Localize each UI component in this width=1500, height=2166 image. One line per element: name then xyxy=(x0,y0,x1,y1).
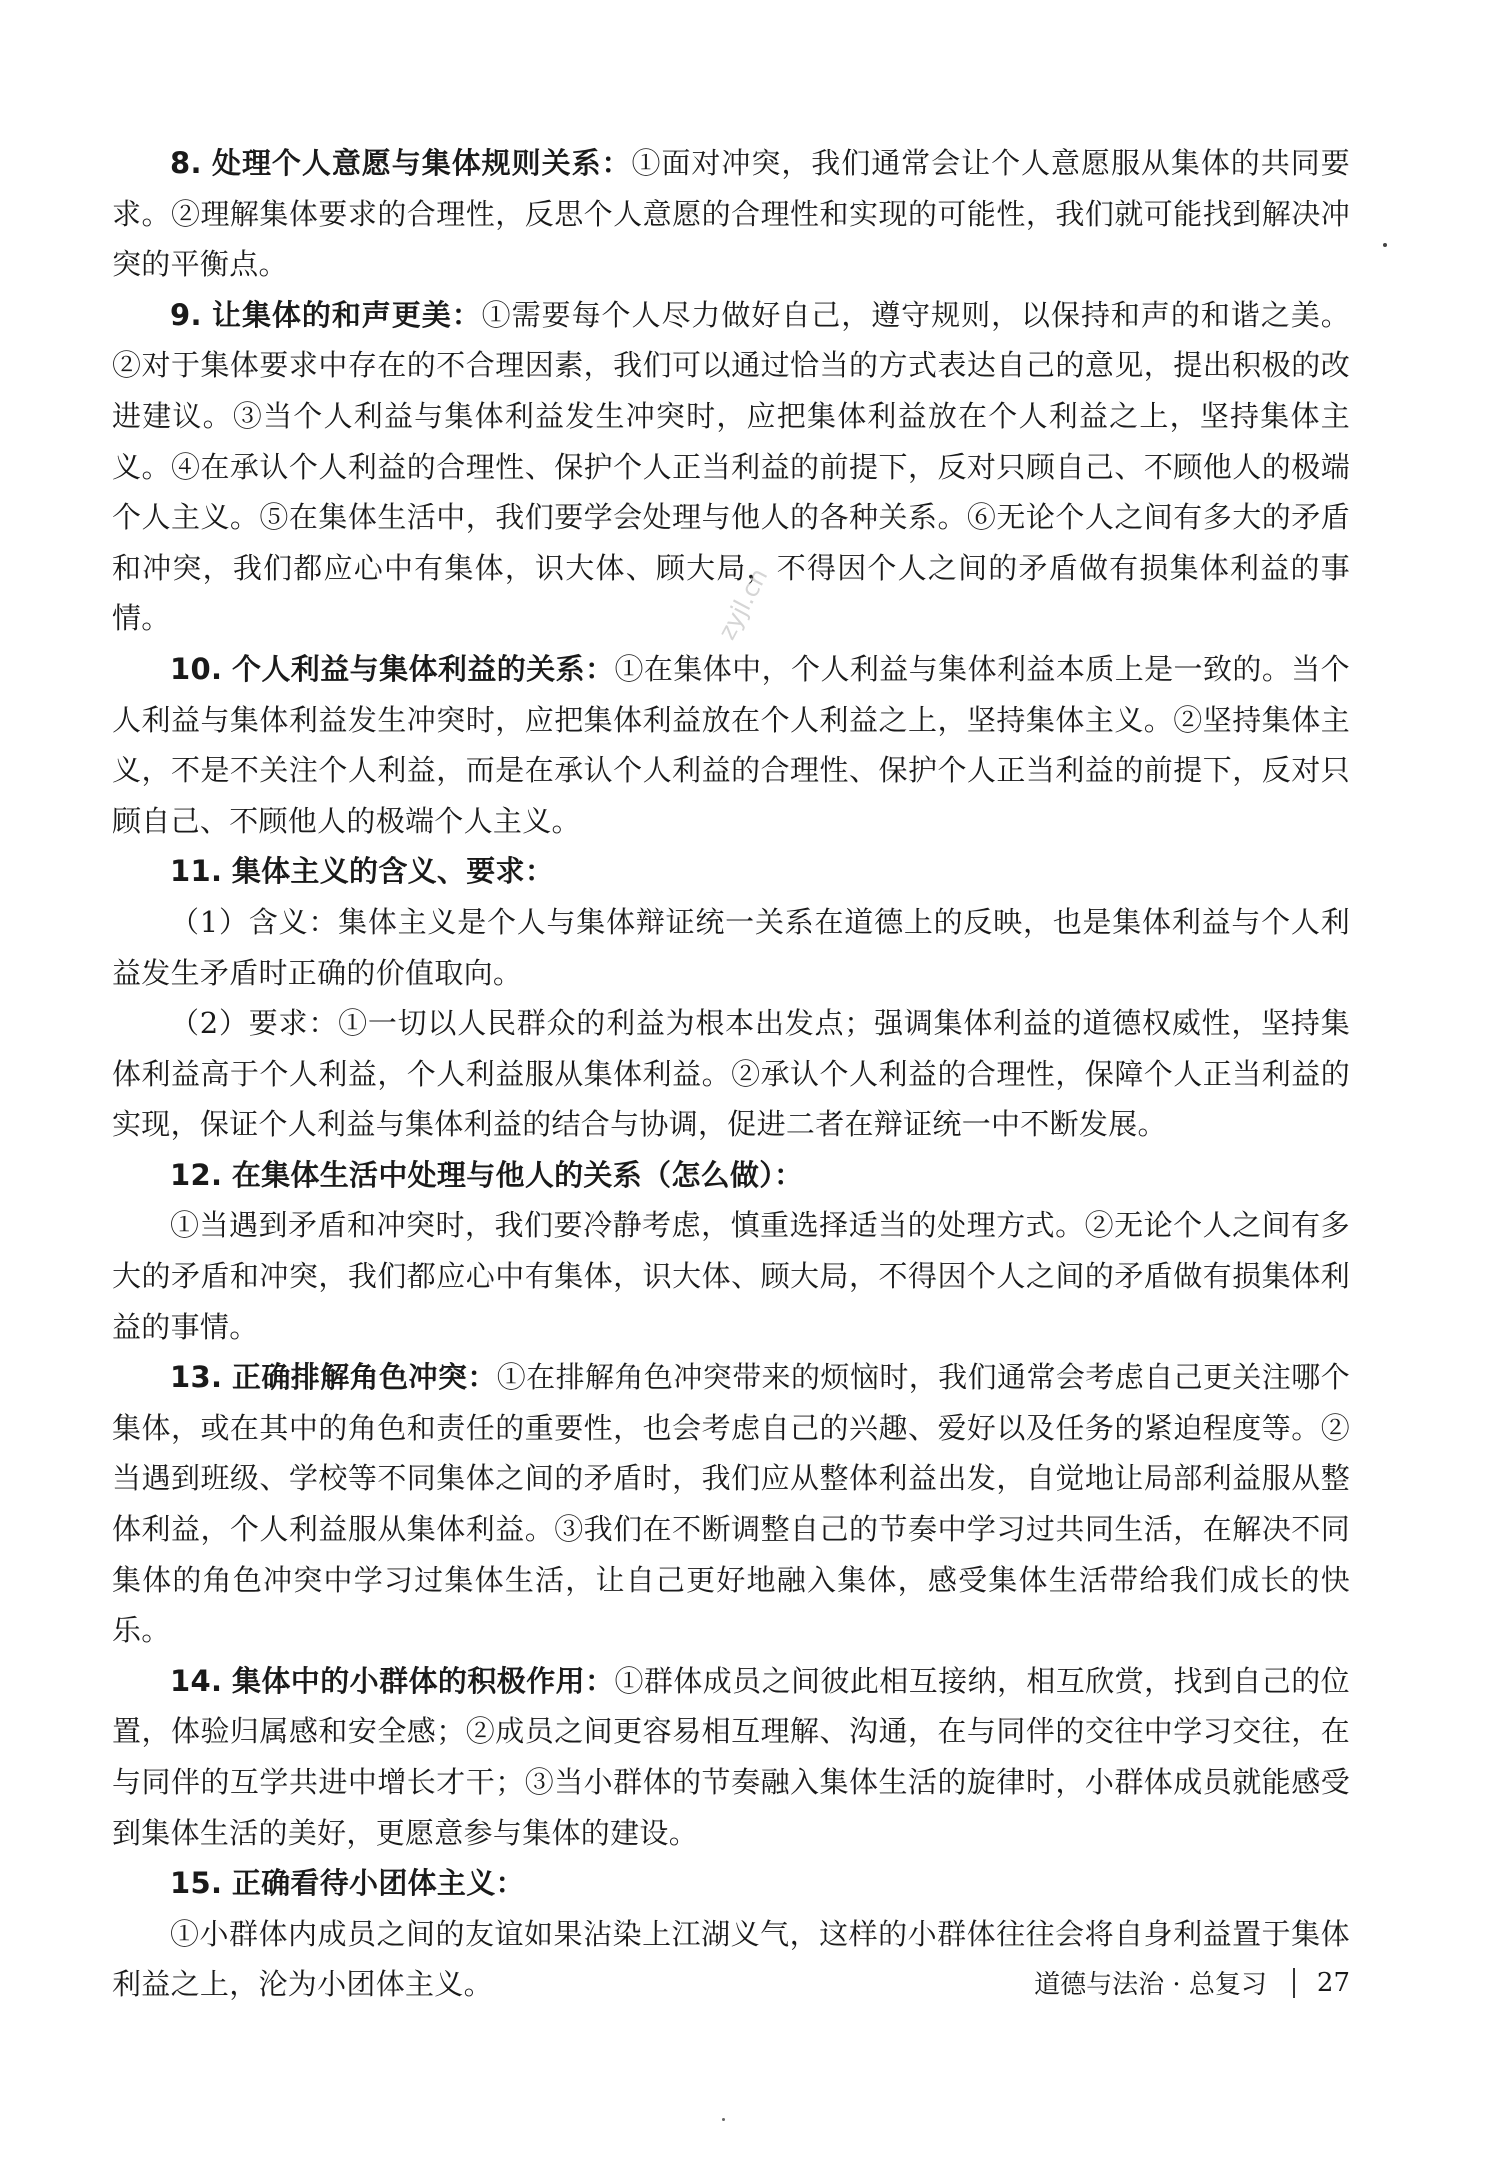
section-11 xyxy=(112,846,1350,897)
scan-speck xyxy=(722,2118,725,2121)
footer-divider xyxy=(1293,1968,1295,1998)
section-body: ①面对冲突，我们通常会让个人意愿服从集体的共同要求。②理解集体要求的合理性，反思个人意愿的合理性和实现的可能性，我们就可能找到解决冲突的平衡点。 xyxy=(112,146,1350,282)
section-11-definition: （1）含义：集体主义是个人与集体辩证统一关系在道德上的反映，也是集体利益与个人利益发生矛盾时正确的价值取向。 xyxy=(112,904,1350,990)
section-11-requirements: （2）要求：①一切以人民群众的利益为根本出发点；强调集体利益的道德权威性，坚持集体利益高于个人利益，个人利益服从集体利益。②承认个人利益的合理性，保障个人正当利益的实现，保证个人利益与集体利益的结合与协调，促进二者在辩证统一中不断发展。 xyxy=(112,1006,1350,1142)
section-body: ①群体成员之间彼此相互接纳，相互欣赏，找到自己的位置，体验归属感和安全感；②成员之间更容易相互理解、沟通，在与同伴的交往中学习交往，在与同伴的互学共进中增长才干；③当小群体的节奏融入集体生活的旋律时，小群体成员就能感受到集体生活的美好，更愿意参与集体的建设。 xyxy=(112,1663,1350,1850)
section-14 xyxy=(112,1656,1350,1858)
section-9 xyxy=(112,290,1350,644)
section-heading: 个人利益与集体利益的关系： xyxy=(231,651,615,686)
section-13 xyxy=(112,1352,1350,1656)
section-heading: 正确排解角色冲突： xyxy=(231,1360,497,1395)
section-number: 12. xyxy=(170,1157,223,1192)
section-number: 14. xyxy=(170,1663,223,1698)
section-number: 10. xyxy=(170,651,223,686)
section-12 xyxy=(112,1150,1350,1201)
watermark: zyjl.cn xyxy=(712,563,774,645)
section-heading: 集体主义的含义、要求： xyxy=(231,854,555,889)
section-number: 11. xyxy=(170,854,223,889)
section-heading: 在集体生活中处理与他人的关系（怎么做）： xyxy=(231,1157,804,1192)
section-heading: 处理个人意愿与集体规则关系： xyxy=(211,146,632,180)
book-title: 道德与法治 · 总复习 xyxy=(1034,1970,1267,2000)
scan-speck xyxy=(1383,243,1387,247)
section-heading: 正确看待小团体主义： xyxy=(231,1866,525,1901)
section-number: 15. xyxy=(170,1866,223,1901)
section-10 xyxy=(112,644,1350,846)
section-number: 9. xyxy=(170,297,202,332)
section-8 xyxy=(112,138,1350,290)
section-heading: 集体中的小群体的积极作用： xyxy=(231,1663,615,1698)
section-body: ①在排解角色冲突带来的烦恼时，我们通常会考虑自己更关注哪个集体，或在其中的角色和责任的重要性，也会考虑自己的兴趣、爱好以及任务的紧迫程度等。②当遇到班级、学校等不同集体之间的矛盾时，我们应从整体利益出发，自觉地让局部利益服从整体利益，个人利益服从集体利益。③我们在不断调整自己的节奏中学习过共同生活，在解决不同集体的角色冲突中学习过集体生活，让自己更好地融入集体，感受集体生活带给我们成长的快乐。 xyxy=(112,1360,1351,1648)
section-number: 8. xyxy=(170,146,202,180)
section-15-body: ①小群体内成员之间的友谊如果沾染上江湖义气，这样的小群体往往会将自身利益置于集体利益之上，沦为小团体主义。 xyxy=(112,1916,1350,2002)
section-12-body: ①当遇到矛盾和冲突时，我们要冷静考虑，慎重选择适当的处理方式。②无论个人之间有多大的矛盾和冲突，我们都应心中有集体，识大体、顾大局，不得因个人之间的矛盾做有损集体利益的事情。 xyxy=(112,1208,1350,1344)
page-footer xyxy=(1034,1964,1350,2001)
section-15 xyxy=(112,1858,1350,1909)
section-body: ①在集体中，个人利益与集体利益本质上是一致的。当个人利益与集体利益发生冲突时，应把集体利益放在个人利益之上，坚持集体主义。②坚持集体主义，不是不关注个人利益，而是在承认个人利益的合理性、保护个人正当利益的前提下，反对只顾自己、不顾他人的极端个人主义。 xyxy=(112,651,1350,838)
section-number: 13. xyxy=(170,1360,223,1395)
section-body: ①需要每个人尽力做好自己，遵守规则，以保持和声的和谐之美。②对于集体要求中存在的不合理因素，我们可以通过恰当的方式表达自己的意见，提出积极的改进建议。③当个人利益与集体利益发生冲突时，应把集体利益放在个人利益之上，坚持集体主义。④在承认个人利益的合理性、保护个人正当利益的前提下，反对只顾自己、不顾他人的极端个人主义。⑤在集体生活中，我们要学会处理与他人的各种关系。⑥无论个人之间有多大的矛盾和冲突，我们都应心中有集体，识大体、顾大局，不得因个人之间的矛盾做有损集体利益的事情。 xyxy=(112,297,1350,636)
section-heading: 让集体的和声更美： xyxy=(211,297,482,332)
page-number: 27 xyxy=(1316,1967,1350,1998)
